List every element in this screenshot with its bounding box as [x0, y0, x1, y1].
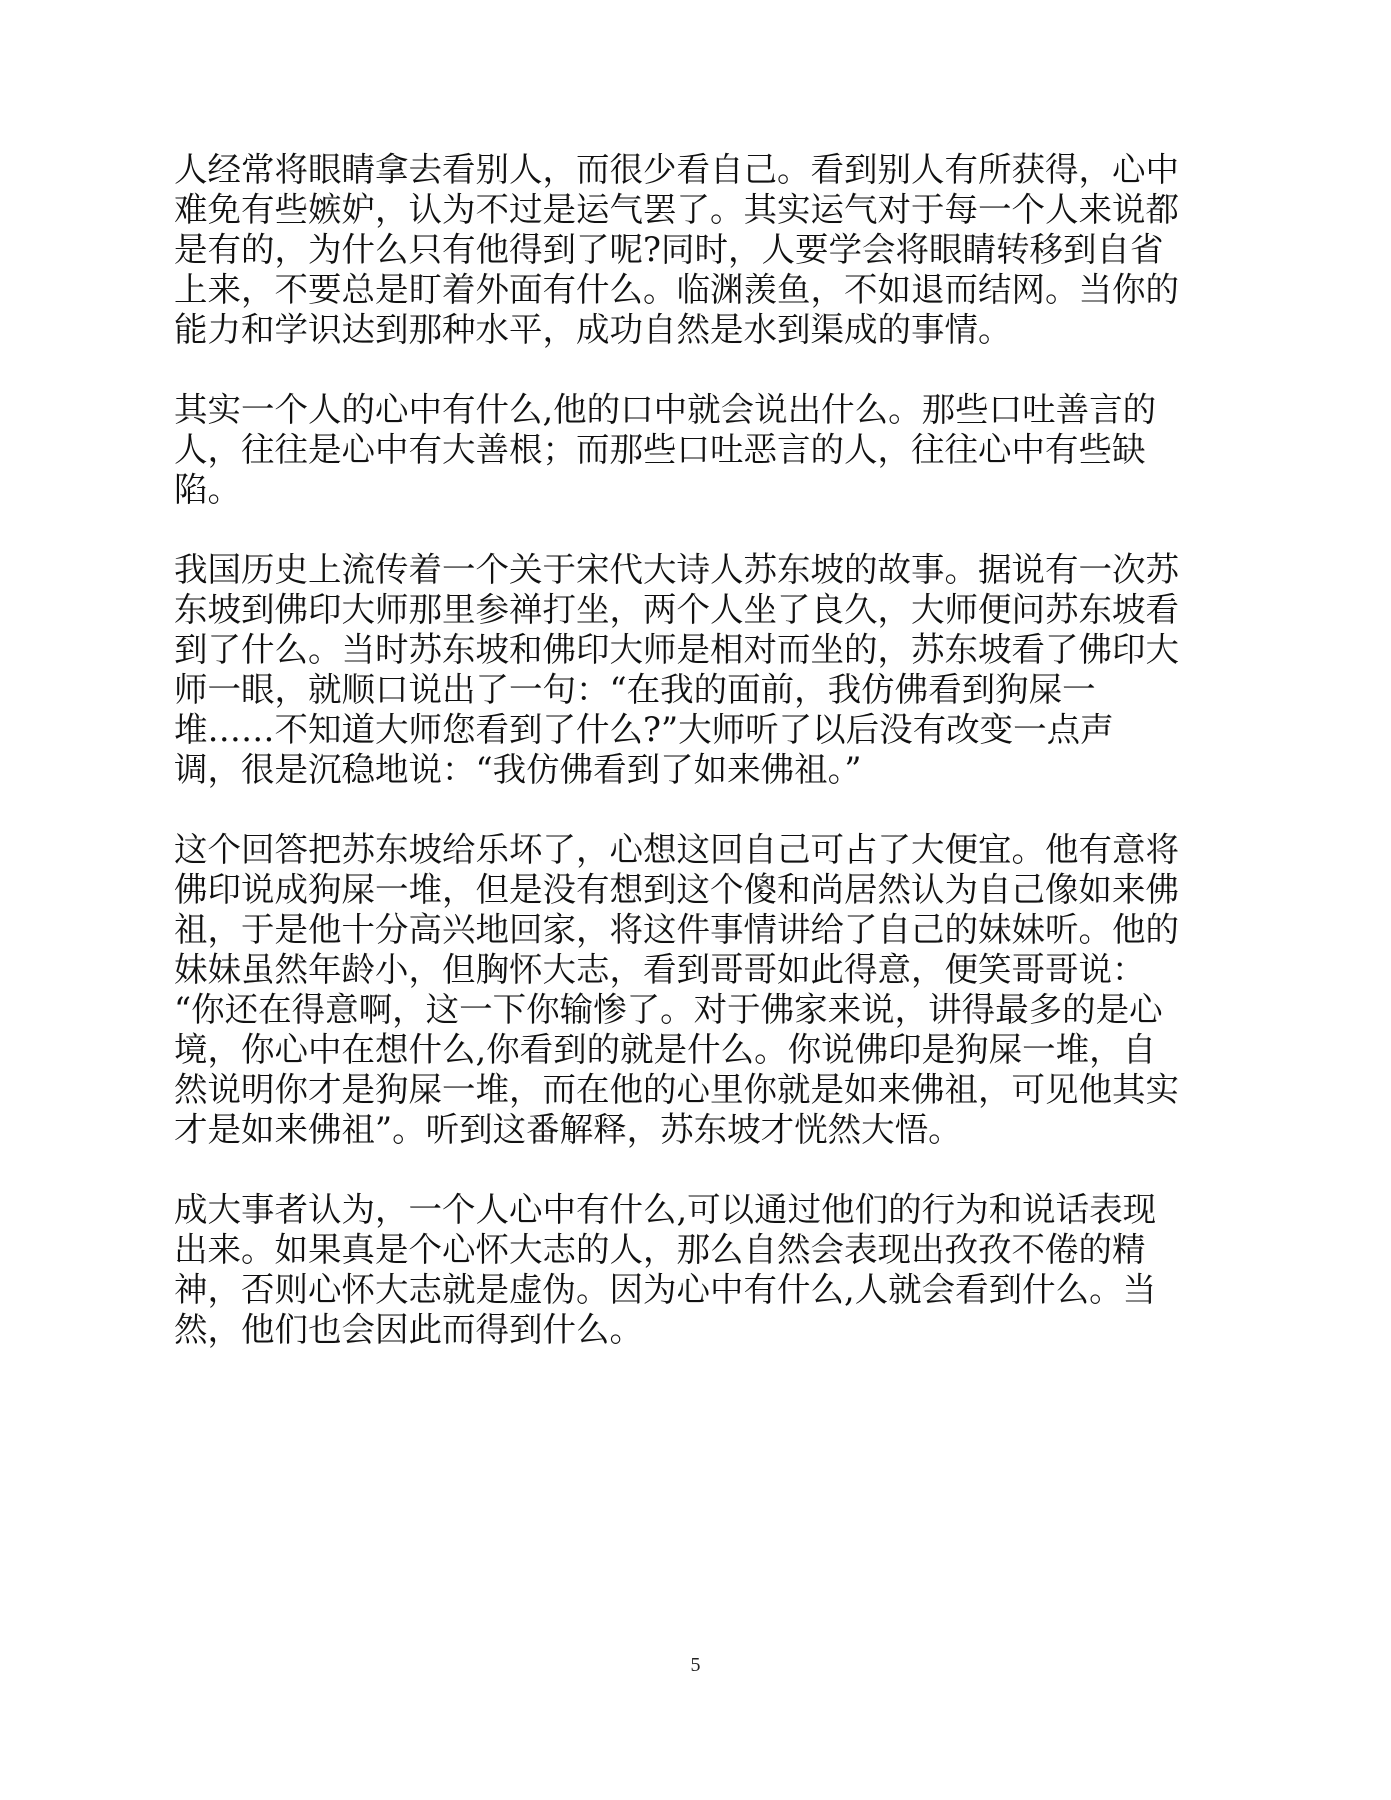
text-line: 陷。	[174, 470, 241, 509]
text-line: 佛印说成狗屎一堆，但是没有想到这个傻和尚居然认为自己像如来佛	[174, 870, 1179, 909]
text-line: 妹妹虽然年龄小，但胸怀大志，看到哥哥如此得意，便笑哥哥说：	[174, 950, 1146, 989]
page-number: 5	[690, 1654, 701, 1676]
text-line: 难免有些嫉妒，认为不过是运气罢了。其实运气对于每一个人来说都	[174, 190, 1179, 229]
text-line: 上来，不要总是盯着外面有什么。临渊羡鱼，不如退而结网。当你的	[174, 270, 1179, 309]
text-line: “你还在得意啊，这一下你输惨了。对于佛家来说，讲得最多的是心	[174, 990, 1163, 1029]
text-line: 这个回答把苏东坡给乐坏了，心想这回自己可占了大便宜。他有意将	[174, 830, 1179, 869]
body-text	[174, 150, 1214, 1390]
text-line: 境，你心中在想什么,你看到的就是什么。你说佛印是狗屎一堆，自	[174, 1030, 1157, 1069]
text-line: 人，往往是心中有大善根；而那些口吐恶言的人，往往心中有些缺	[174, 430, 1146, 469]
paragraph-3	[174, 550, 1214, 790]
text-line: 其实一个人的心中有什么,他的口中就会说出什么。那些口吐善言的	[174, 390, 1157, 429]
text-line: 然，他们也会因此而得到什么。	[174, 1310, 643, 1349]
text-line: 才是如来佛祖”。听到这番解释，苏东坡才恍然大悟。	[174, 1110, 962, 1149]
paragraph-2	[174, 390, 1214, 510]
text-line: 堆……不知道大师您看到了什么?”大师听了以后没有改变一点声	[174, 710, 1114, 749]
text-line: 然说明你才是狗屎一堆，而在他的心里你就是如来佛祖，可见他其实	[174, 1070, 1179, 1109]
paragraph-1	[174, 150, 1214, 350]
text-line: 师一眼，就顺口说出了一句：“在我的面前，我仿佛看到狗屎一	[174, 670, 1096, 709]
text-line: 能力和学识达到那种水平，成功自然是水到渠成的事情。	[174, 310, 1012, 349]
text-line: 神，否则心怀大志就是虚伪。因为心中有什么,人就会看到什么。当	[174, 1270, 1157, 1309]
text-line: 成大事者认为，一个人心中有什么,可以通过他们的行为和说话表现	[174, 1190, 1157, 1229]
text-line: 出来。如果真是个心怀大志的人，那么自然会表现出孜孜不倦的精	[174, 1230, 1146, 1269]
text-line: 我国历史上流传着一个关于宋代大诗人苏东坡的故事。据说有一次苏	[174, 550, 1179, 589]
text-line: 人经常将眼睛拿去看别人，而很少看自己。看到别人有所获得，心中	[174, 150, 1179, 189]
text-line: 到了什么。当时苏东坡和佛印大师是相对而坐的，苏东坡看了佛印大	[174, 630, 1179, 669]
text-line: 祖，于是他十分高兴地回家，将这件事情讲给了自己的妹妹听。他的	[174, 910, 1179, 949]
paragraph-4	[174, 830, 1214, 1150]
text-line: 是有的，为什么只有他得到了呢?同时，人要学会将眼睛转移到自省	[174, 230, 1164, 269]
text-line: 调，很是沉稳地说：“我仿佛看到了如来佛祖。”	[174, 750, 862, 789]
paragraph-5	[174, 1190, 1214, 1350]
text-line: 东坡到佛印大师那里参禅打坐，两个人坐了良久，大师便问苏东坡看	[174, 590, 1179, 629]
